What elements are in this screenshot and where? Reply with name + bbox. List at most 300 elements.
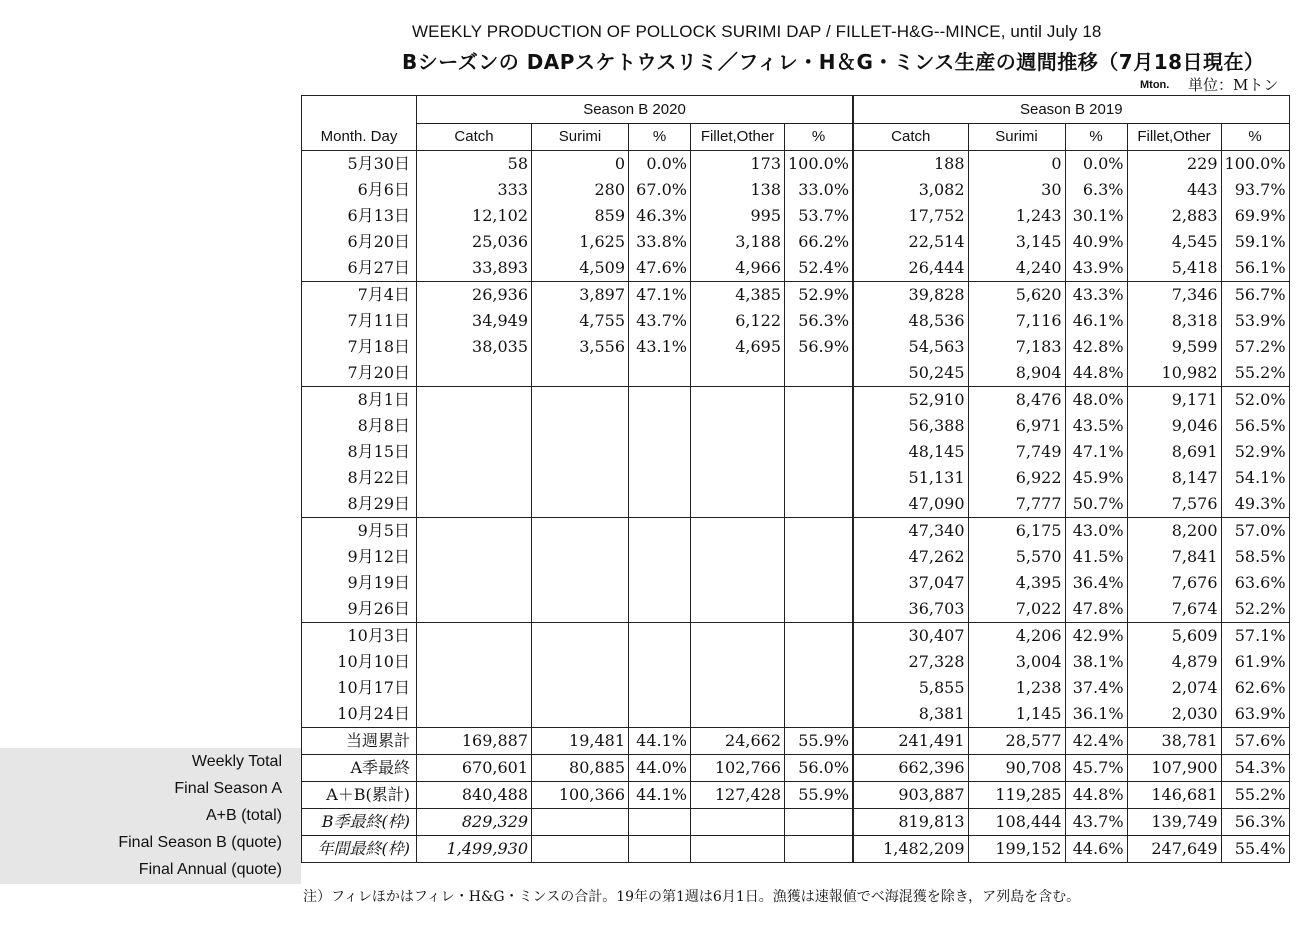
value-cell — [532, 491, 629, 518]
value-cell: 47.6% — [629, 255, 691, 282]
value-cell: 4,545 — [1127, 229, 1221, 255]
title-english: WEEKLY PRODUCTION OF POLLOCK SURIMI DAP / FILLET-H&G--MINCE, until July 18 — [412, 22, 1102, 41]
value-cell — [417, 439, 532, 465]
value-cell: 50.7% — [1065, 491, 1127, 518]
header-corner — [302, 96, 417, 124]
value-cell — [785, 387, 854, 414]
value-cell: 52.4% — [785, 255, 854, 282]
value-cell: 0 — [968, 151, 1065, 178]
table-row — [302, 334, 1290, 360]
value-cell: 52.9% — [785, 282, 854, 309]
value-cell: 46.1% — [1065, 308, 1127, 334]
value-cell: 7,346 — [1127, 282, 1221, 309]
value-cell: 4,966 — [691, 255, 785, 282]
value-cell — [532, 360, 629, 387]
date-cell: 9月19日 — [302, 570, 417, 596]
value-cell: 33,893 — [417, 255, 532, 282]
value-cell: 8,476 — [968, 387, 1065, 414]
date-cell: 8月15日 — [302, 439, 417, 465]
value-cell: 6.3% — [1065, 177, 1127, 203]
value-cell — [629, 649, 691, 675]
value-cell: 43.9% — [1065, 255, 1127, 282]
value-cell: 44.1% — [629, 728, 691, 755]
value-cell: 7,116 — [968, 308, 1065, 334]
date-cell: 7月20日 — [302, 360, 417, 387]
value-cell: 19,481 — [532, 728, 629, 755]
value-cell: 8,691 — [1127, 439, 1221, 465]
value-cell — [417, 413, 532, 439]
value-cell: 45.7% — [1065, 755, 1127, 782]
side-label-final-annual: Final Annual (quote) — [138, 861, 282, 878]
value-cell: 9,171 — [1127, 387, 1221, 414]
value-cell: 5,620 — [968, 282, 1065, 309]
date-cell: 8月8日 — [302, 413, 417, 439]
value-cell: 37.4% — [1065, 675, 1127, 701]
value-cell: 819,813 — [853, 809, 968, 836]
value-cell: 47.8% — [1065, 596, 1127, 623]
value-cell: 56.1% — [1221, 255, 1289, 282]
value-cell — [629, 439, 691, 465]
value-cell: 52.9% — [1221, 439, 1289, 465]
value-cell: 333 — [417, 177, 532, 203]
table-row — [302, 544, 1290, 570]
value-cell — [785, 623, 854, 650]
value-cell: 26,936 — [417, 282, 532, 309]
value-cell: 47,340 — [853, 518, 968, 545]
date-cell: 7月4日 — [302, 282, 417, 309]
value-cell: 7,777 — [968, 491, 1065, 518]
value-cell: 2,074 — [1127, 675, 1221, 701]
value-cell: 42.9% — [1065, 623, 1127, 650]
value-cell: 58 — [417, 151, 532, 178]
summary-label-cell: B季最終(枠) — [302, 809, 417, 836]
table-row — [302, 596, 1290, 623]
value-cell: 146,681 — [1127, 782, 1221, 809]
header-fillet-pct-2019: % — [1221, 124, 1289, 151]
date-cell: 10月24日 — [302, 701, 417, 728]
side-label-a-plus-b: A+B (total) — [205, 807, 282, 824]
value-cell: 43.3% — [1065, 282, 1127, 309]
value-cell — [629, 387, 691, 414]
value-cell: 44.6% — [1065, 836, 1127, 863]
value-cell: 199,152 — [968, 836, 1065, 863]
value-cell — [691, 649, 785, 675]
date-cell: 10月17日 — [302, 675, 417, 701]
table-row — [302, 491, 1290, 518]
value-cell — [785, 675, 854, 701]
value-cell — [629, 544, 691, 570]
value-cell — [417, 491, 532, 518]
value-cell — [532, 836, 629, 863]
value-cell — [629, 491, 691, 518]
value-cell — [532, 570, 629, 596]
value-cell — [532, 518, 629, 545]
value-cell — [785, 570, 854, 596]
value-cell — [532, 809, 629, 836]
value-cell: 859 — [532, 203, 629, 229]
value-cell: 188 — [853, 151, 968, 178]
value-cell: 63.6% — [1221, 570, 1289, 596]
value-cell: 7,749 — [968, 439, 1065, 465]
value-cell — [417, 360, 532, 387]
value-cell: 57.1% — [1221, 623, 1289, 650]
date-cell: 8月22日 — [302, 465, 417, 491]
summary-row — [302, 836, 1290, 863]
value-cell: 1,625 — [532, 229, 629, 255]
table-row — [302, 255, 1290, 282]
value-cell: 62.6% — [1221, 675, 1289, 701]
value-cell: 43.7% — [1065, 809, 1127, 836]
header-surimi-pct-2020: % — [629, 124, 691, 151]
value-cell: 127,428 — [691, 782, 785, 809]
value-cell: 54,563 — [853, 334, 968, 360]
value-cell — [691, 675, 785, 701]
value-cell: 3,082 — [853, 177, 968, 203]
value-cell — [417, 649, 532, 675]
value-cell — [691, 387, 785, 414]
value-cell: 51,131 — [853, 465, 968, 491]
header-month-day: Month. Day — [302, 124, 417, 151]
value-cell: 829,329 — [417, 809, 532, 836]
value-cell — [417, 675, 532, 701]
table-row — [302, 413, 1290, 439]
value-cell — [629, 413, 691, 439]
value-cell: 67.0% — [629, 177, 691, 203]
value-cell: 3,004 — [968, 649, 1065, 675]
value-cell — [417, 544, 532, 570]
value-cell: 54.3% — [1221, 755, 1289, 782]
value-cell: 55.4% — [1221, 836, 1289, 863]
value-cell: 0 — [532, 151, 629, 178]
value-cell: 43.1% — [629, 334, 691, 360]
value-cell: 4,240 — [968, 255, 1065, 282]
header-fillet-2019: Fillet,Other — [1127, 124, 1221, 151]
value-cell: 4,395 — [968, 570, 1065, 596]
value-cell: 55.2% — [1221, 360, 1289, 387]
value-cell: 36,703 — [853, 596, 968, 623]
value-cell: 139,749 — [1127, 809, 1221, 836]
value-cell: 30.1% — [1065, 203, 1127, 229]
value-cell: 8,318 — [1127, 308, 1221, 334]
value-cell — [629, 623, 691, 650]
value-cell: 28,577 — [968, 728, 1065, 755]
value-cell — [691, 465, 785, 491]
value-cell — [785, 649, 854, 675]
value-cell: 107,900 — [1127, 755, 1221, 782]
value-cell: 57.0% — [1221, 518, 1289, 545]
value-cell: 995 — [691, 203, 785, 229]
value-cell: 52.2% — [1221, 596, 1289, 623]
value-cell: 138 — [691, 177, 785, 203]
value-cell: 2,030 — [1127, 701, 1221, 728]
value-cell: 56.9% — [785, 334, 854, 360]
value-cell: 5,609 — [1127, 623, 1221, 650]
value-cell: 100,366 — [532, 782, 629, 809]
date-cell: 5月30日 — [302, 151, 417, 178]
value-cell — [417, 465, 532, 491]
value-cell: 41.5% — [1065, 544, 1127, 570]
value-cell: 108,444 — [968, 809, 1065, 836]
value-cell — [532, 439, 629, 465]
value-cell: 2,883 — [1127, 203, 1221, 229]
value-cell: 50,245 — [853, 360, 968, 387]
table-row — [302, 151, 1290, 178]
value-cell: 57.2% — [1221, 334, 1289, 360]
value-cell: 26,444 — [853, 255, 968, 282]
table-row — [302, 649, 1290, 675]
value-cell: 49.3% — [1221, 491, 1289, 518]
value-cell — [417, 518, 532, 545]
value-cell: 8,200 — [1127, 518, 1221, 545]
value-cell — [691, 570, 785, 596]
value-cell — [785, 596, 854, 623]
value-cell: 903,887 — [853, 782, 968, 809]
value-cell: 840,488 — [417, 782, 532, 809]
summary-row — [302, 809, 1290, 836]
value-cell: 173 — [691, 151, 785, 178]
value-cell — [629, 570, 691, 596]
value-cell: 44.0% — [629, 755, 691, 782]
value-cell: 37,047 — [853, 570, 968, 596]
value-cell — [785, 518, 854, 545]
summary-label-cell: 当週累計 — [302, 728, 417, 755]
value-cell: 47.1% — [1065, 439, 1127, 465]
value-cell: 0.0% — [1065, 151, 1127, 178]
header-fillet-pct-2020: % — [785, 124, 854, 151]
value-cell: 90,708 — [968, 755, 1065, 782]
title-japanese: Bシーズンの DAPスケトウスリミ／フィレ・H＆G・ミンス生産の週間推移（7月18日現在） — [402, 50, 1265, 74]
value-cell — [691, 360, 785, 387]
table-row — [302, 203, 1290, 229]
value-cell — [629, 675, 691, 701]
value-cell — [691, 623, 785, 650]
date-cell: 10月10日 — [302, 649, 417, 675]
value-cell — [691, 491, 785, 518]
value-cell — [532, 413, 629, 439]
value-cell: 5,570 — [968, 544, 1065, 570]
date-cell: 6月20日 — [302, 229, 417, 255]
value-cell: 10,982 — [1127, 360, 1221, 387]
value-cell — [629, 836, 691, 863]
value-cell: 0.0% — [629, 151, 691, 178]
value-cell — [417, 570, 532, 596]
table-row — [302, 177, 1290, 203]
value-cell — [532, 387, 629, 414]
value-cell: 34,949 — [417, 308, 532, 334]
table-row — [302, 623, 1290, 650]
value-cell: 43.0% — [1065, 518, 1127, 545]
production-table — [301, 95, 1290, 863]
value-cell — [629, 596, 691, 623]
value-cell: 6,122 — [691, 308, 785, 334]
value-cell — [691, 544, 785, 570]
value-cell — [691, 596, 785, 623]
value-cell: 3,145 — [968, 229, 1065, 255]
header-catch-2019: Catch — [853, 124, 968, 151]
value-cell: 40.9% — [1065, 229, 1127, 255]
value-cell: 24,662 — [691, 728, 785, 755]
value-cell: 7,183 — [968, 334, 1065, 360]
value-cell: 47,090 — [853, 491, 968, 518]
value-cell: 1,238 — [968, 675, 1065, 701]
date-cell: 6月13日 — [302, 203, 417, 229]
value-cell — [629, 360, 691, 387]
header-season-b-2020: Season B 2020 — [417, 96, 854, 124]
value-cell: 280 — [532, 177, 629, 203]
value-cell: 100.0% — [1221, 151, 1289, 178]
value-cell: 66.2% — [785, 229, 854, 255]
value-cell — [691, 439, 785, 465]
date-cell: 6月27日 — [302, 255, 417, 282]
value-cell: 58.5% — [1221, 544, 1289, 570]
value-cell: 61.9% — [1221, 649, 1289, 675]
value-cell: 36.1% — [1065, 701, 1127, 728]
value-cell: 69.9% — [1221, 203, 1289, 229]
value-cell: 662,396 — [853, 755, 968, 782]
value-cell: 102,766 — [691, 755, 785, 782]
value-cell: 1,243 — [968, 203, 1065, 229]
value-cell — [629, 701, 691, 728]
table-row — [302, 360, 1290, 387]
unit-label-english: Mton. — [1140, 79, 1170, 91]
value-cell — [785, 836, 854, 863]
value-cell: 42.8% — [1065, 334, 1127, 360]
side-label-final-season-a: Final Season A — [174, 780, 282, 797]
summary-label-cell: A季最終 — [302, 755, 417, 782]
value-cell: 17,752 — [853, 203, 968, 229]
table-row — [302, 570, 1290, 596]
value-cell: 3,188 — [691, 229, 785, 255]
value-cell: 25,036 — [417, 229, 532, 255]
value-cell: 6,175 — [968, 518, 1065, 545]
value-cell: 56,388 — [853, 413, 968, 439]
value-cell: 80,885 — [532, 755, 629, 782]
value-cell — [785, 413, 854, 439]
table-row — [302, 675, 1290, 701]
value-cell: 48,536 — [853, 308, 968, 334]
value-cell: 6,922 — [968, 465, 1065, 491]
summary-row — [302, 782, 1290, 809]
value-cell: 30 — [968, 177, 1065, 203]
value-cell: 47.1% — [629, 282, 691, 309]
summary-row — [302, 728, 1290, 755]
footnote: 注）フィレほかはフィレ・H&G・ミンスの合計。19年の第1週は6月1日。漁獲は速報値でベ海混獲を除き，ア列島を含む。 — [303, 889, 1081, 905]
value-cell: 7,676 — [1127, 570, 1221, 596]
side-label-weekly-total: Weekly Total — [191, 753, 282, 770]
value-cell — [417, 701, 532, 728]
value-cell: 55.9% — [785, 728, 854, 755]
value-cell: 5,855 — [853, 675, 968, 701]
value-cell — [691, 809, 785, 836]
value-cell — [417, 623, 532, 650]
value-cell: 3,897 — [532, 282, 629, 309]
value-cell: 5,418 — [1127, 255, 1221, 282]
value-cell: 1,499,930 — [417, 836, 532, 863]
value-cell: 59.1% — [1221, 229, 1289, 255]
value-cell: 30,407 — [853, 623, 968, 650]
value-cell: 44.8% — [1065, 782, 1127, 809]
value-cell — [629, 465, 691, 491]
value-cell: 7,022 — [968, 596, 1065, 623]
value-cell: 7,576 — [1127, 491, 1221, 518]
value-cell: 36.4% — [1065, 570, 1127, 596]
header-surimi-pct-2019: % — [1065, 124, 1127, 151]
value-cell — [785, 544, 854, 570]
date-cell: 7月18日 — [302, 334, 417, 360]
value-cell — [785, 491, 854, 518]
value-cell: 119,285 — [968, 782, 1065, 809]
value-cell — [532, 623, 629, 650]
value-cell: 52.0% — [1221, 387, 1289, 414]
table-row — [302, 387, 1290, 414]
value-cell: 43.5% — [1065, 413, 1127, 439]
value-cell — [785, 809, 854, 836]
date-cell: 10月3日 — [302, 623, 417, 650]
header-season-b-2019: Season B 2019 — [853, 96, 1289, 124]
value-cell: 169,887 — [417, 728, 532, 755]
value-cell: 4,755 — [532, 308, 629, 334]
table-row — [302, 465, 1290, 491]
value-cell: 4,695 — [691, 334, 785, 360]
value-cell: 27,328 — [853, 649, 968, 675]
header-surimi-2020: Surimi — [532, 124, 629, 151]
value-cell: 93.7% — [1221, 177, 1289, 203]
value-cell: 56.3% — [1221, 809, 1289, 836]
value-cell: 7,841 — [1127, 544, 1221, 570]
value-cell: 39,828 — [853, 282, 968, 309]
value-cell: 3,556 — [532, 334, 629, 360]
value-cell: 8,381 — [853, 701, 968, 728]
date-cell: 8月29日 — [302, 491, 417, 518]
value-cell: 100.0% — [785, 151, 854, 178]
value-cell: 47,262 — [853, 544, 968, 570]
value-cell: 33.0% — [785, 177, 854, 203]
value-cell — [691, 413, 785, 439]
summary-label-cell: 年間最終(枠) — [302, 836, 417, 863]
value-cell: 229 — [1127, 151, 1221, 178]
value-cell: 8,147 — [1127, 465, 1221, 491]
value-cell — [785, 701, 854, 728]
value-cell: 247,649 — [1127, 836, 1221, 863]
date-cell: 9月12日 — [302, 544, 417, 570]
value-cell — [417, 596, 532, 623]
value-cell — [629, 518, 691, 545]
value-cell — [691, 836, 785, 863]
value-cell: 48,145 — [853, 439, 968, 465]
value-cell: 33.8% — [629, 229, 691, 255]
value-cell: 48.0% — [1065, 387, 1127, 414]
header-catch-2020: Catch — [417, 124, 532, 151]
value-cell: 4,879 — [1127, 649, 1221, 675]
date-cell: 8月1日 — [302, 387, 417, 414]
value-cell: 44.8% — [1065, 360, 1127, 387]
value-cell: 4,509 — [532, 255, 629, 282]
date-cell: 6月6日 — [302, 177, 417, 203]
table-row — [302, 282, 1290, 309]
header-fillet-2020: Fillet,Other — [691, 124, 785, 151]
value-cell: 63.9% — [1221, 701, 1289, 728]
value-cell: 56.5% — [1221, 413, 1289, 439]
value-cell — [785, 360, 854, 387]
value-cell — [785, 465, 854, 491]
value-cell — [629, 809, 691, 836]
side-label-final-season-b: Final Season B (quote) — [118, 834, 282, 851]
value-cell: 22,514 — [853, 229, 968, 255]
value-cell: 6,971 — [968, 413, 1065, 439]
value-cell: 9,046 — [1127, 413, 1221, 439]
value-cell: 56.7% — [1221, 282, 1289, 309]
value-cell: 38.1% — [1065, 649, 1127, 675]
